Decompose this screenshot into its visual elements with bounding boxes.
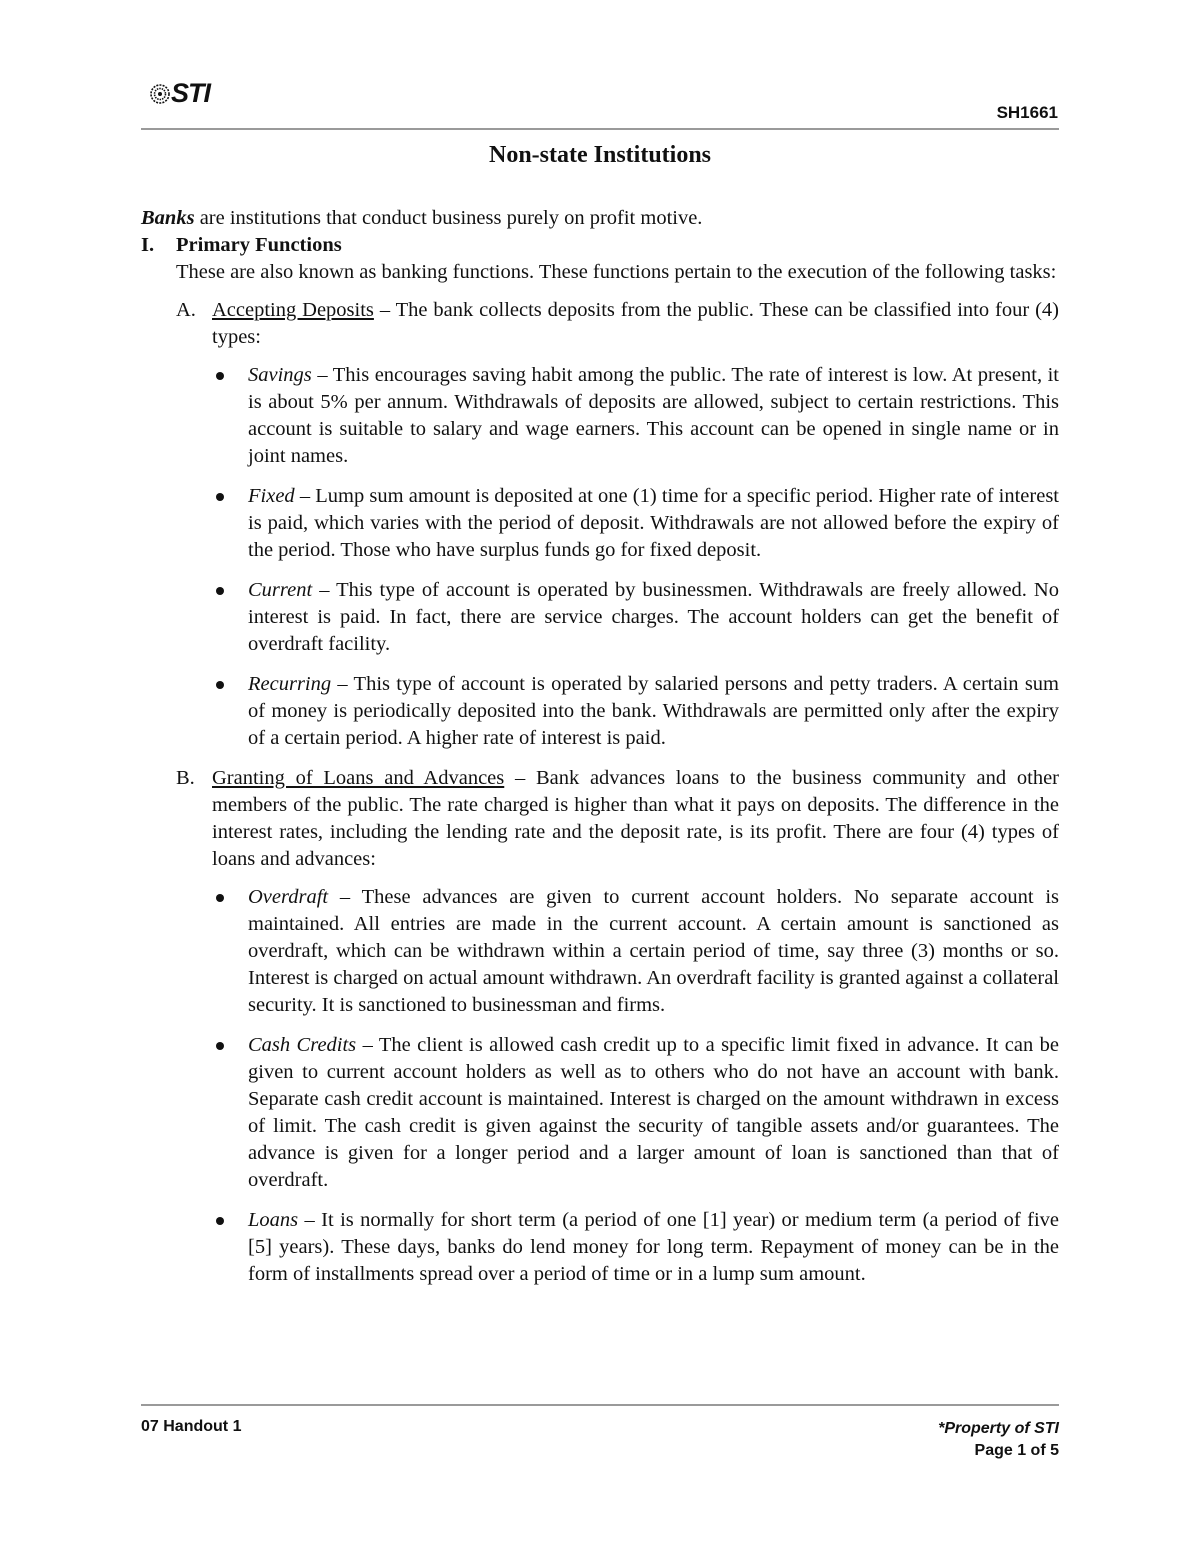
item-text: – This type of account is operated by salaried persons and petty traders. A certain sum of money is periodically deposited into the bank. Withdrawals are permitted only after the expiry of a certain period. A higher rate of interest is paid.	[248, 673, 1059, 749]
sti-logo	[150, 80, 210, 107]
subsection-text: – The bank collects deposits from the public. These can be classified into four (4) types:	[212, 299, 1059, 348]
item-term: Cash Credits	[248, 1034, 357, 1056]
item-term: Savings	[248, 364, 312, 386]
globe-icon	[150, 84, 170, 104]
list-item	[212, 362, 1059, 470]
list-item	[212, 671, 1059, 752]
item-term: Overdraft	[248, 886, 329, 908]
list-item	[212, 1207, 1059, 1288]
item-text: – Lump sum amount is deposited at one (1) time for a specific period. Higher rate of interest is paid, which varies with the period of deposit. Withdrawals are not allowed before the expiry of the period. Those who have surplus funds go for fixed deposit.	[248, 485, 1059, 561]
item-term: Recurring	[248, 673, 332, 695]
page-title: Non-state Institutions	[488, 142, 712, 168]
item-term: Loans	[248, 1209, 299, 1231]
subsection-accepting-deposits	[176, 297, 1059, 765]
list-item	[212, 1032, 1059, 1194]
footer-divider	[141, 1404, 1059, 1406]
item-text: – It is normally for short term (a period of one [1] year) or medium term (a period of five [5] years). These days, banks do lend money for long term. Repayment of money can be in the form of installments spread over a period of time or in a lump sum amount.	[248, 1209, 1059, 1285]
header-divider	[141, 128, 1059, 130]
item-text: – This type of account is operated by businessmen. Withdrawals are freely allowed. No interest is paid. In fact, there are service charges. The account holders can get the benefit of overdraft facility.	[248, 579, 1059, 655]
subsection-title: Granting of Loans and Advances	[212, 767, 505, 789]
subsection-granting-loans	[176, 765, 1059, 1301]
document-code: SH1661	[996, 103, 1058, 122]
subsection-intro	[212, 297, 1059, 351]
item-text: – These advances are given to current account holders. No separate account is maintained. All entries are made in the current account. A certain amount is sanctioned as overdraft, which can be withdrawn within a certain period of time, say three (3) months or so. Interest is charged on actual amount withdrawn. An overdraft facility is granted against a collateral security. It is sanctioned to businessman and firms.	[248, 886, 1059, 1016]
item-term: Current	[248, 579, 313, 601]
deposit-types-list	[212, 362, 1059, 752]
subsection-letter: A.	[176, 299, 196, 321]
subsection-intro	[212, 765, 1059, 873]
subsection-title: Accepting Deposits	[212, 299, 374, 321]
footer-right	[938, 1418, 1059, 1462]
section-description: These are also known as banking functions. These functions pertain to the execution of the following tasks:	[176, 261, 1057, 283]
document-body	[141, 205, 1059, 1301]
intro-term: Banks	[141, 207, 195, 229]
item-text: – The client is allowed cash credit up to a specific limit fixed in advance. It can be given to current account holders as well as to others who do not have an account with bank. Separate cash credit account is maintained. Interest is charged on the amount withdrawn in excess of limit. The cash credit is given against the security of tangible assets and/or guarantees. The advance is given for a longer period and a larger amount of loan is sanctioned than that of overdraft.	[248, 1034, 1059, 1191]
list-item	[212, 884, 1059, 1019]
subsection-letter: B.	[176, 767, 195, 789]
intro-text: are institutions that conduct business purely on profit motive.	[194, 207, 703, 229]
section-body	[176, 259, 1059, 1301]
item-text: – This encourages saving habit among the public. The rate of interest is low. At present, it is about 5% per annum. Withdrawals of deposits are allowed, subject to certain restrictions. This account is suitable to salary and wage earners. This account can be opened in single name or in joint names.	[248, 364, 1059, 467]
section-heading	[141, 232, 1059, 259]
item-term: Fixed	[248, 485, 295, 507]
list-item	[212, 577, 1059, 658]
handout-label: 07 Handout 1	[141, 1418, 242, 1435]
list-item	[212, 483, 1059, 564]
logo-text: STI	[171, 78, 211, 108]
section-title: Primary Functions	[176, 234, 342, 256]
section-number: I.	[141, 234, 155, 256]
subsection-text: – Bank advances loans to the business community and other members of the public. The rate charged is higher than what it pays on deposits. The difference in the interest rates, including the lending rate and the deposit rate, is its profit. There are four (4) types of loans and advances:	[212, 767, 1059, 870]
property-notice: *Property of STI	[938, 1420, 1059, 1437]
intro-paragraph	[141, 205, 1059, 232]
page-number: Page 1 of 5	[974, 1442, 1059, 1459]
loan-types-list	[212, 884, 1059, 1288]
